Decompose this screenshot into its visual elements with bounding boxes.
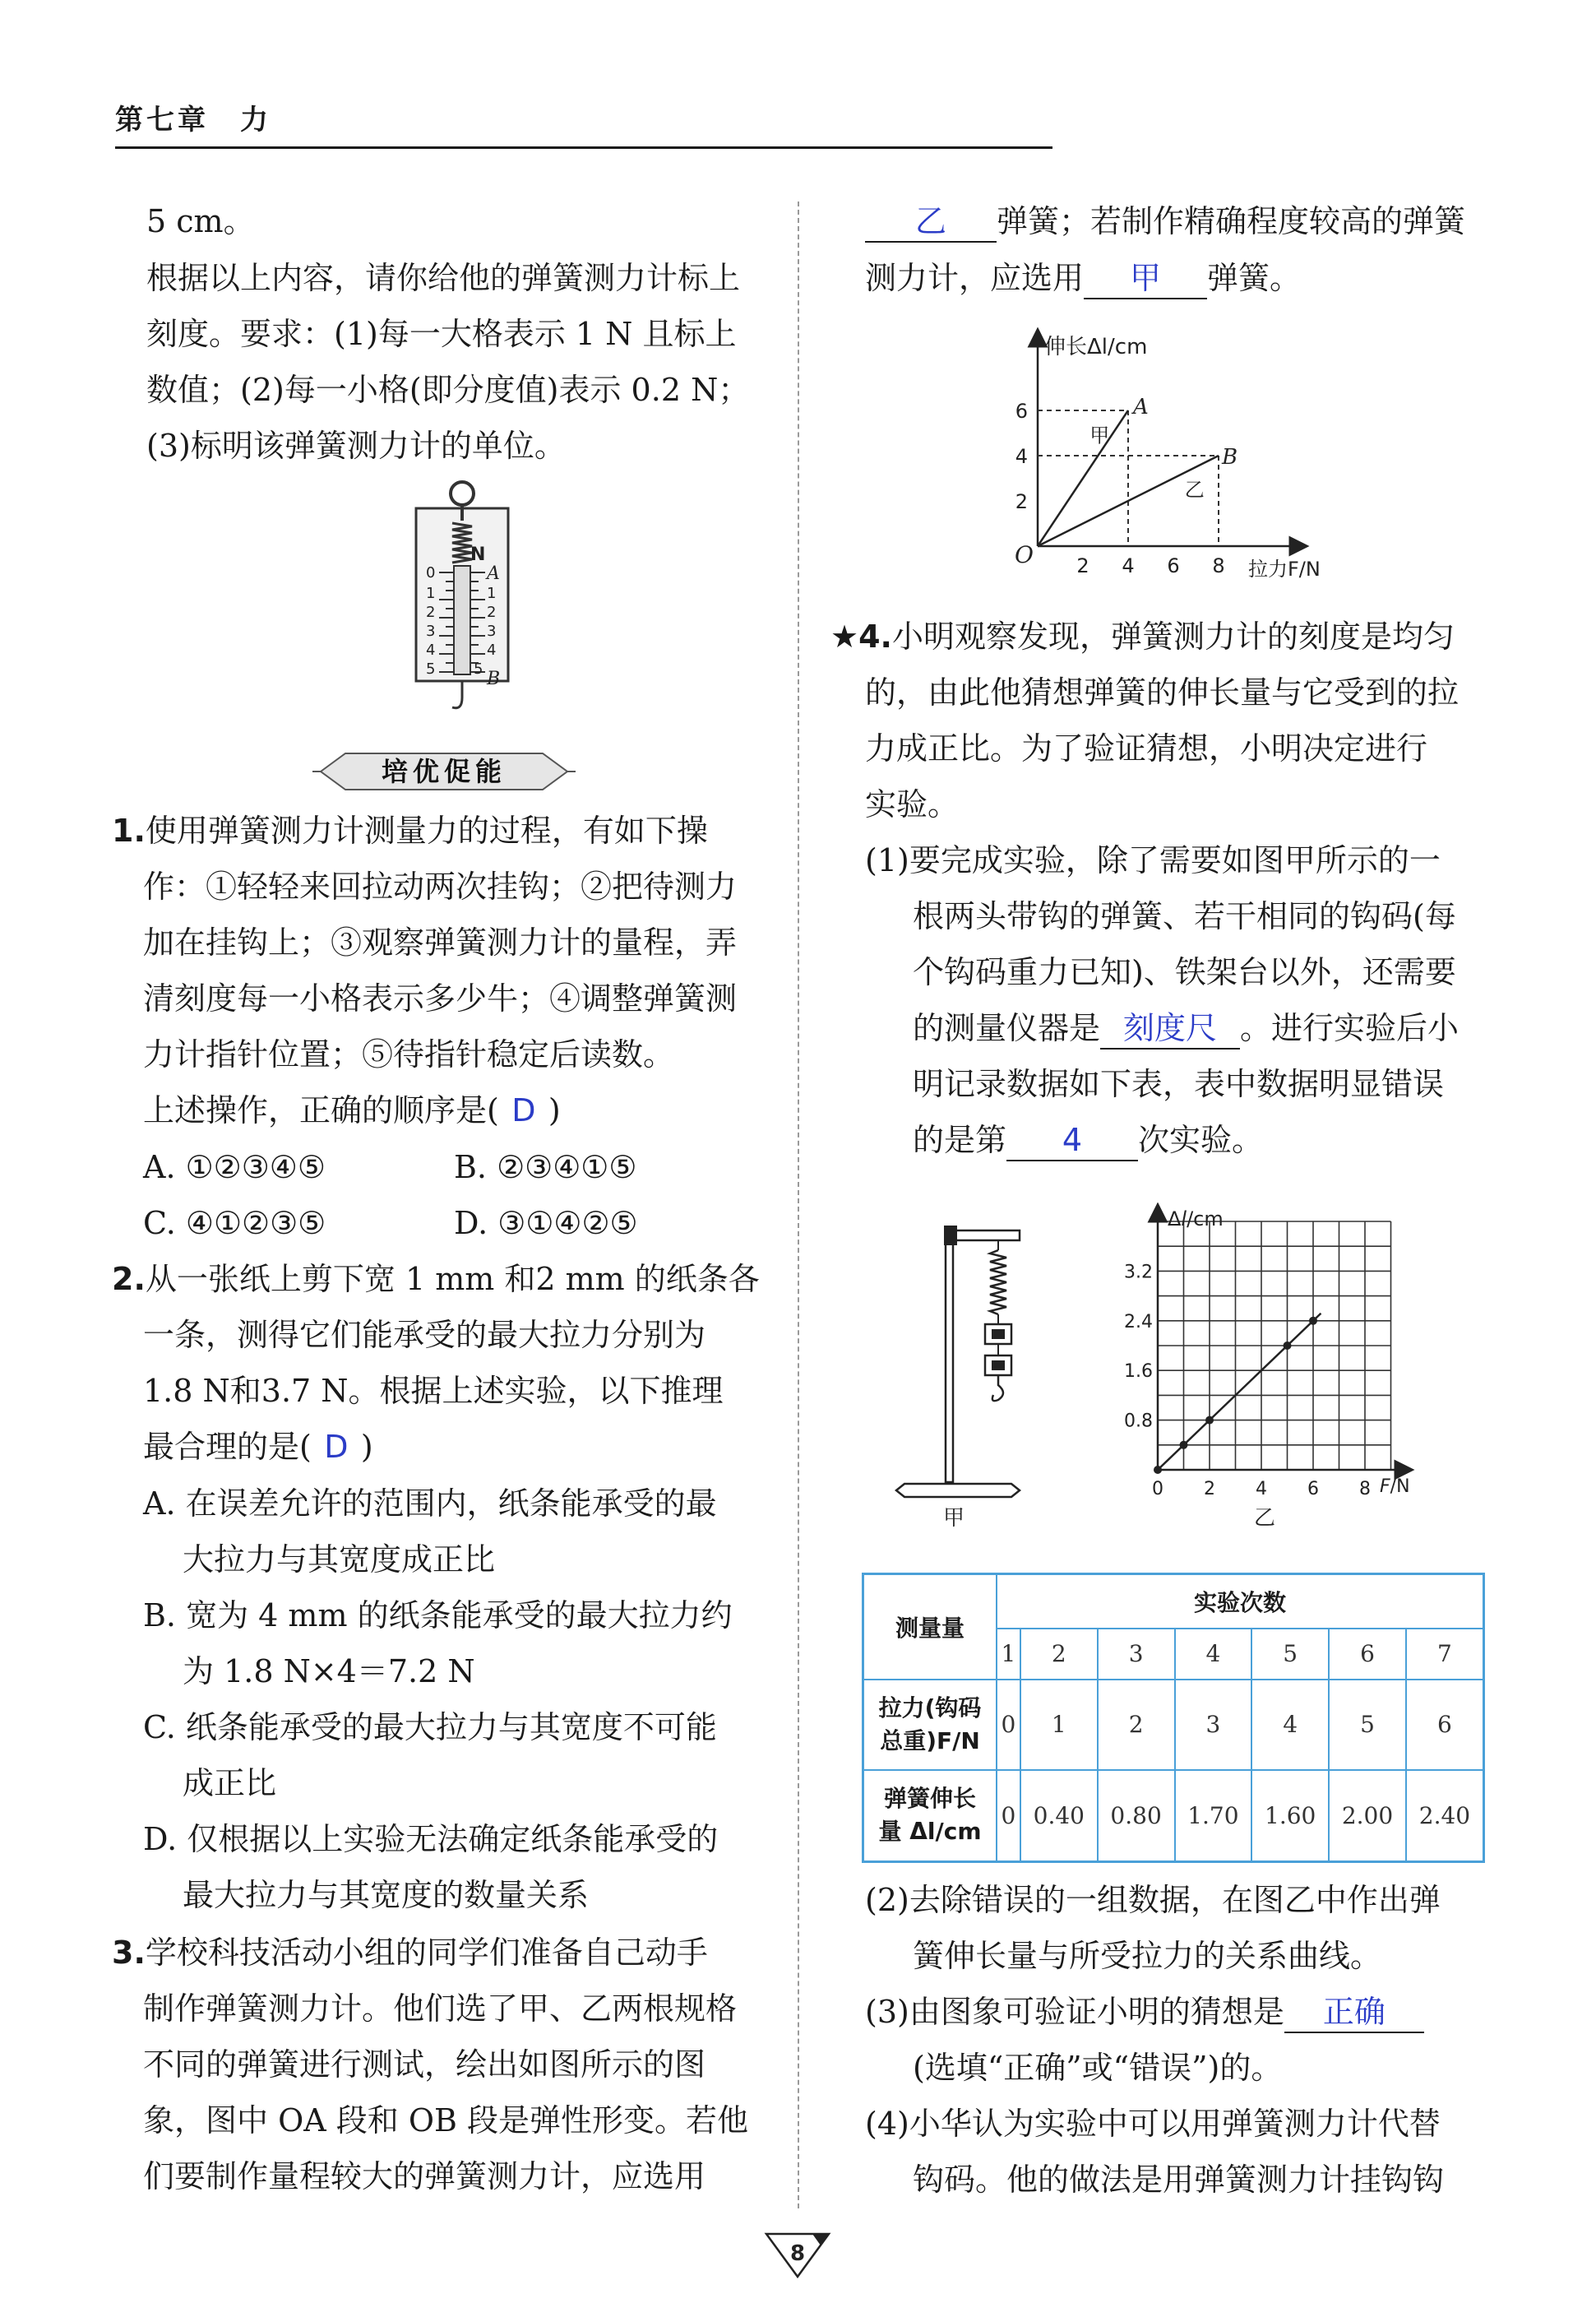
question-2-line (143, 1427, 373, 1467)
x-axis-label: 拉力F/N (1248, 558, 1321, 581)
answer-blank[interactable]: 正确 (1284, 1992, 1424, 2033)
question-1-line: 作：①轻轻来回拉动两次挂钩；②把待测力 (143, 869, 738, 905)
option-d: D. 仅根据以上实验无法确定纸条能承受的 (143, 1821, 719, 1857)
part-1-line (913, 1120, 1263, 1161)
stand-base (896, 1484, 1020, 1497)
part-4-line: (4)小华认为实验中可以用弹簧测力计代替 (865, 2106, 1441, 2142)
spring (990, 1250, 1006, 1314)
elongation-row-header (863, 1770, 997, 1862)
scale-left-tick: 2 (426, 604, 436, 621)
question-text: 的测量仪器是 (913, 1010, 1101, 1046)
elongation-value: 2.40 (1406, 1770, 1484, 1862)
question-text: 学校科技活动小组的同学们准备自己动手 (145, 1935, 708, 1971)
question-4-line (830, 617, 1455, 656)
answer-blank[interactable]: 甲 (1084, 258, 1207, 299)
question-3-line: 象，图中 OA 段和 OB 段是弹性形变。若他 (143, 2102, 748, 2138)
question-2-line (112, 1259, 760, 1299)
header-line: 弹簧伸长 (883, 1785, 976, 1813)
option-b: B. 宽为 4 mm 的纸条能承受的最大拉力约 (143, 1597, 733, 1633)
elongation-value: 0 (997, 1770, 1020, 1862)
answer-choice: D (511, 1092, 536, 1128)
series-jia-line (1038, 410, 1128, 546)
page-number-badge (763, 2231, 832, 2280)
question-text: 的是第 (913, 1122, 1007, 1158)
data-point (1284, 1341, 1292, 1350)
force-value: 6 (1406, 1680, 1484, 1770)
grid-plot-figure (1117, 1202, 1429, 1531)
question-3-line (112, 1933, 708, 1972)
force-value: 2 (1098, 1680, 1175, 1770)
x-tick-label: 6 (1307, 1479, 1319, 1499)
question-text: ) (548, 1092, 561, 1128)
figure-caption-yi: 乙 (1253, 1506, 1276, 1531)
question-4-line: 的，由此他猜想弹簧的伸长量与它受到的拉 (865, 674, 1460, 711)
question-2-line: 1.8 N和3.7 N。根据上述实验，以下推理 (143, 1373, 724, 1409)
question-number: 2. (112, 1261, 146, 1297)
header-line: 拉力(钩码 (878, 1694, 982, 1721)
option-b: B. ②③④①⑤ (454, 1149, 637, 1185)
scale-right-tick: 4 (487, 642, 497, 659)
column-divider (798, 202, 799, 2208)
experiment-data-table (862, 1573, 1485, 1863)
question-number: 1. (112, 813, 146, 849)
spring-scale-figure (401, 475, 525, 722)
data-point (1309, 1317, 1317, 1325)
part-3-line: (选填“正确”或“错误”)的。 (913, 2050, 1283, 2086)
scale-right-tick: 1 (487, 585, 497, 602)
figure-caption-jia: 甲 (942, 1506, 965, 1531)
elongation-value: 1.60 (1251, 1770, 1329, 1862)
page-number: 8 (789, 2241, 806, 2266)
option-a-cont: 大拉力与其宽度成正比 (183, 1541, 496, 1578)
unit-label: N (470, 544, 486, 565)
point-a-label: A (487, 563, 500, 584)
clamp (944, 1226, 957, 1245)
intro-line: 5 cm。 (146, 203, 255, 239)
question-4-line: 力成正比。为了验证猜想，小明决定进行 (865, 730, 1428, 767)
force-value: 0 (997, 1680, 1020, 1770)
intro-line: (3)标明该弹簧测力计的单位。 (146, 428, 566, 464)
question-1-line (143, 1091, 561, 1130)
point-b-label: B (1222, 445, 1238, 470)
x-axis-label: F/N (1380, 1476, 1410, 1497)
question-text: 。进行实验后小 (1240, 1010, 1460, 1046)
part-4-line: 钩码。他的做法是用弹簧测力计挂钩钩 (913, 2162, 1445, 2198)
y-tick-label: 3.2 (1124, 1262, 1153, 1283)
answer-blank[interactable]: 刻度尺 (1100, 1008, 1240, 1050)
option-d-cont: 最大拉力与其宽度的数量关系 (183, 1877, 590, 1913)
question-text: (3)由图象可验证小明的猜想是 (865, 1994, 1284, 2030)
question-text: ) (360, 1429, 373, 1465)
y-tick-label: 2.4 (1124, 1311, 1153, 1332)
trial-number: 3 (1098, 1629, 1175, 1680)
x-tick-label: 0 (1152, 1479, 1163, 1499)
elongation-value: 1.70 (1175, 1770, 1252, 1862)
origin-label: O (1015, 541, 1034, 568)
force-value: 1 (1020, 1680, 1098, 1770)
star-mark: ★ (830, 619, 859, 655)
point-b-label: B (487, 669, 501, 689)
option-c-cont: 成正比 (183, 1765, 277, 1801)
data-point (1180, 1441, 1188, 1449)
y-axis-label: Δl/cm (1168, 1207, 1224, 1230)
question-text: 从一张纸上剪下宽 1 mm 和2 mm 的纸条各 (145, 1261, 760, 1297)
question-2-line: 一条，测得它们能承受的最大拉力分别为 (143, 1317, 706, 1353)
answer-blank[interactable]: 4 (1006, 1120, 1138, 1161)
scale-left-tick: 1 (426, 585, 436, 602)
part-1-line: (1)要完成实验，除了需要如图甲所示的一 (865, 842, 1441, 878)
scale-right-tick: 5 (474, 660, 483, 678)
header-rule (115, 146, 1052, 149)
question-text: 弹簧；若制作精确程度较高的弹簧 (997, 203, 1466, 239)
scale-left-tick: 4 (426, 642, 436, 659)
question-number: 3. (112, 1935, 146, 1971)
trial-number: 1 (997, 1629, 1020, 1680)
question-3-line: 们要制作量程较大的弹簧测力计，应选用 (143, 2158, 706, 2194)
y-tick-label: 1.6 (1124, 1361, 1153, 1383)
x-tick-label: 8 (1212, 554, 1225, 577)
series-yi-label: 乙 (1184, 478, 1205, 502)
question-3-line: 制作弹簧测力计。他们选了甲、乙两根规格 (143, 1990, 738, 2027)
y-tick-label: 2 (1015, 490, 1028, 513)
question-3-cont-line (865, 202, 1465, 243)
stand-pole (946, 1235, 953, 1482)
hook (452, 681, 462, 708)
question-text: 使用弹簧测力计测量力的过程，有如下操 (145, 813, 708, 849)
question-text: 测力计，应选用 (865, 260, 1085, 296)
option-a: A. ①②③④⑤ (143, 1149, 326, 1185)
scale-left-tick: 3 (426, 623, 436, 640)
part-3-line (865, 1992, 1424, 2033)
option-c: C. ④①②③⑤ (143, 1205, 326, 1241)
x-tick-label: 4 (1122, 554, 1135, 577)
point-a-label: A (1133, 395, 1149, 419)
elongation-force-chart (987, 322, 1349, 594)
chapter-title: 第七章 力 (115, 104, 271, 137)
answer-choice: D (324, 1429, 349, 1465)
question-1-line (112, 811, 708, 850)
option-a: A. 在误差允许的范围内，纸条能承受的最 (143, 1485, 717, 1522)
scale-left-tick: 5 (426, 660, 436, 678)
y-tick-label: 4 (1015, 445, 1028, 468)
intro-line: 数值；(2)每一小格(即分度值)表示 0.2 N； (146, 372, 750, 408)
top-ring (451, 482, 474, 505)
answer-blank[interactable]: 乙 (865, 202, 997, 243)
row-header-cell: 测量量 (863, 1574, 997, 1680)
question-text: 次实验。 (1138, 1122, 1264, 1158)
series-jia-label: 甲 (1089, 424, 1110, 447)
elongation-value: 0.40 (1020, 1770, 1098, 1862)
x-tick-label: 2 (1076, 554, 1089, 577)
intro-line: 刻度。要求：(1)每一大格表示 1 N 且标上 (146, 316, 737, 352)
part-1-line: 个钩码重力已知)、铁架台以外，还需要 (913, 954, 1456, 990)
question-3-line: 不同的弹簧进行测试，绘出如图所示的图 (143, 2046, 706, 2083)
option-d: D. ③①④②⑤ (454, 1205, 638, 1241)
section-title-banner (312, 747, 576, 796)
x-tick-label: 4 (1256, 1479, 1267, 1499)
force-value: 4 (1251, 1680, 1329, 1770)
section-title: 培优促能 (381, 756, 507, 787)
y-tick-label: 0.8 (1124, 1411, 1153, 1432)
x-tick-label: 8 (1359, 1479, 1371, 1499)
header-line: 总重)F/N (880, 1726, 980, 1754)
data-point (1154, 1466, 1162, 1474)
elongation-value: 2.00 (1329, 1770, 1406, 1862)
y-axis-label: 伸长Δl/cm (1044, 335, 1148, 359)
elongation-value: 0.80 (1098, 1770, 1175, 1862)
force-value: 5 (1329, 1680, 1406, 1770)
question-3-cont-line (865, 258, 1301, 299)
option-c: C. 纸条能承受的最大拉力与其宽度不可能 (143, 1709, 717, 1745)
x-tick-label: 6 (1167, 554, 1180, 577)
header-line: 量 Δl/cm (878, 1818, 982, 1846)
question-1-line: 清刻度每一小格表示多少牛；④调整弹簧测 (143, 980, 738, 1017)
part-1-line (913, 1008, 1459, 1050)
scale-left-tick: 0 (426, 564, 436, 582)
trial-number: 5 (1251, 1629, 1329, 1680)
scale-right-tick: 2 (487, 604, 497, 621)
question-text: 上述操作，正确的顺序是( (143, 1092, 499, 1128)
question-text: 小明观察发现，弹簧测力计的刻度是均匀 (891, 619, 1455, 655)
part-2-line: (2)去除错误的一组数据，在图乙中作出弹 (865, 1882, 1441, 1918)
trial-number: 2 (1020, 1629, 1098, 1680)
question-1-line: 力计指针位置；⑤待指针稳定后读数。 (143, 1036, 675, 1073)
iron-stand-figure (888, 1202, 1052, 1531)
trial-number: 6 (1329, 1629, 1406, 1680)
question-number: 4. (858, 619, 892, 655)
scale-right-tick: 3 (487, 623, 497, 640)
trial-number: 7 (1406, 1629, 1484, 1680)
force-value: 3 (1175, 1680, 1252, 1770)
question-4-line: 实验。 (865, 786, 960, 822)
column-group-header: 实验次数 (997, 1574, 1484, 1629)
question-text: 最合理的是( (143, 1429, 312, 1465)
part-1-line: 根两头带钩的弹簧、若干相同的钩码(每 (913, 898, 1456, 934)
option-b-cont: 为 1.8 N×4＝7.2 N (183, 1653, 475, 1689)
bottom-hook (992, 1375, 1003, 1401)
part-1-line: 明记录数据如下表，表中数据明显错误 (913, 1066, 1445, 1102)
y-tick-label: 6 (1015, 400, 1028, 423)
data-point (1205, 1416, 1214, 1425)
question-text: 弹簧。 (1207, 260, 1302, 296)
intro-line: 根据以上内容，请你给他的弹簧测力计标上 (146, 260, 741, 296)
x-tick-label: 2 (1204, 1479, 1215, 1499)
part-2-line: 簧伸长量与所受拉力的关系曲线。 (913, 1938, 1382, 1974)
question-1-line: 加在挂钩上；③观察弹簧测力计的量程，弄 (143, 924, 738, 961)
force-row-header (863, 1680, 997, 1770)
trial-number: 4 (1175, 1629, 1252, 1680)
